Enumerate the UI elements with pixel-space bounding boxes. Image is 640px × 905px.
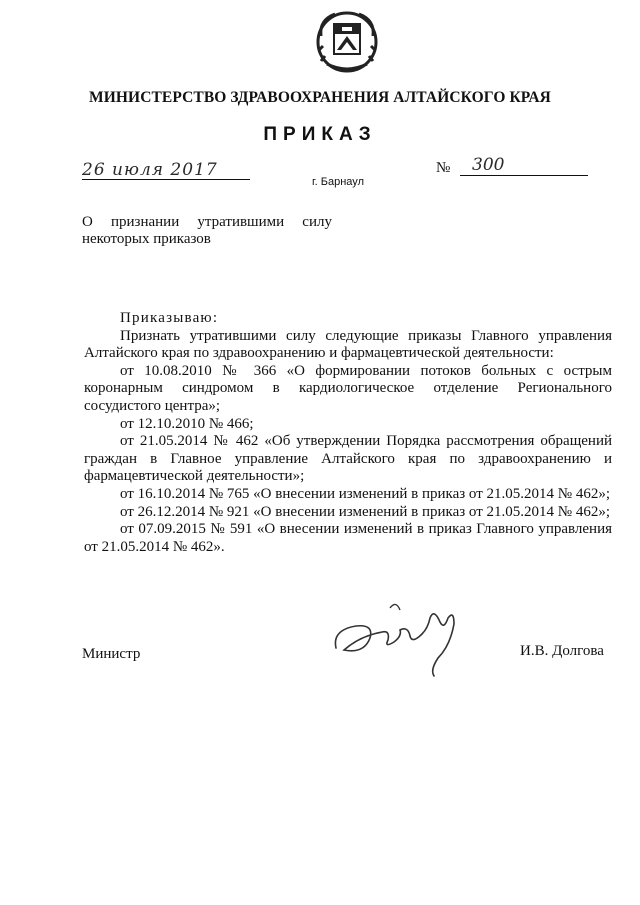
handwritten-order-number: 300 [472, 155, 505, 175]
number-label: № [436, 160, 451, 176]
order-body [84, 310, 612, 556]
subject-word: О [82, 214, 93, 230]
revoked-order-item: от 16.10.2014 № 765 «О внесении изменений в приказ от 21.05.2014 № 462»; [120, 485, 610, 502]
order-word: Приказываю: [120, 310, 219, 326]
body-paragraph: Признать утратившими силу следующие приказы Главного управления Алтайского края по здравоохранению и фармацевтической деятельности: [84, 327, 612, 362]
revoked-order-item: от 07.09.2015 № 591 «О внесении изменений в приказ Главного управления от 21.05.2014 № 462». [84, 521, 612, 555]
altai-krai-emblem-icon [313, 6, 381, 74]
ministry-name: МИНИСТЕРСТВО ЗДРАВООХРАНЕНИЯ АЛТАЙСКОГО КРАЯ [89, 89, 551, 106]
subject-word: силу [302, 214, 332, 230]
revoked-order-item: от 21.05.2014 № 462 «Об утверждении Порядка рассмотрения обращений граждан в Главное управление Алтайского края по здравоохранению и фармацевтической деятельности»; [84, 433, 612, 485]
city-label: г. Барнаул [312, 176, 364, 188]
subject-line-1 [82, 214, 332, 231]
handwritten-signature-icon [330, 596, 470, 678]
revoked-order-item: от 26.12.2014 № 921 «О внесении изменений в приказ от 21.05.2014 № 462»; [120, 503, 610, 520]
revoked-order-item: от 10.08.2010 № 366 «О формировании потоков больных с острым коронарным синдромом в кардиологическое отделение Регионального сосудистого центра»; [84, 362, 612, 414]
document-type-title: ПРИКАЗ [263, 124, 377, 145]
subject-line-2: некоторых приказов [82, 231, 211, 247]
signer-name: И.В. Долгова [520, 643, 604, 659]
subject-word: утратившими [197, 214, 285, 230]
revoked-order-item: от 12.10.2010 № 466; [120, 415, 254, 432]
number-underline [460, 175, 588, 176]
order-subject [82, 214, 332, 248]
signer-title: Министр [82, 646, 141, 662]
handwritten-date: 26 июля 2017 [82, 160, 218, 180]
date-underline [82, 179, 250, 180]
subject-word: признании [110, 214, 180, 230]
